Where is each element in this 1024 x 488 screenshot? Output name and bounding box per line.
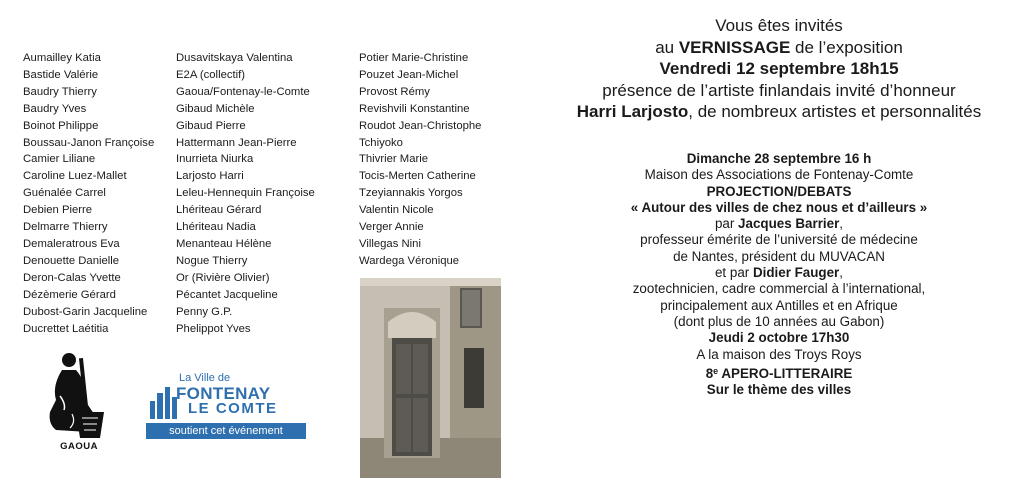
event2-place: A la maison des Troys Roys — [696, 346, 862, 362]
artist-name: Gaoua/Fontenay-le-Comte — [176, 85, 310, 98]
invitation-line2-pre: au — [655, 37, 679, 57]
event2-type — [548, 363, 1010, 382]
artist-name: Dusavitskaya Valentina — [176, 52, 293, 64]
invitation-block — [548, 15, 1010, 123]
artist-name: Villegas Nini — [359, 237, 421, 250]
apero-number: 8 — [705, 365, 714, 381]
artist-name: Phelippot Yves — [176, 322, 251, 335]
fontenay-logo-small: La Ville de — [179, 372, 231, 384]
city-buildings-icon — [148, 385, 178, 421]
artist-name: Aumailley Katia — [23, 52, 101, 64]
artist-name: Boussau-Janon Françoise — [23, 136, 155, 149]
artist-name: Gibaud Pierre — [176, 119, 246, 132]
artist-name: Baudry Thierry — [23, 85, 97, 98]
invitation-line2-post: de l’exposition — [790, 37, 903, 57]
event1-title: « Autour des villes de chez nous et d’ailleurs » — [630, 199, 928, 215]
artist-name: Hattermann Jean-Pierre — [176, 136, 297, 149]
speaker2-bio-a: zootechnicien, cadre commercial à l’international, — [632, 281, 926, 297]
event1-type: PROJECTION/DEBATS — [706, 183, 852, 199]
program-block — [548, 151, 1010, 398]
speaker1-name: Jacques Barrier — [738, 216, 840, 232]
artist-name: Boinot Philippe — [23, 119, 99, 132]
artist-name: Dézèmerie Gérard — [23, 288, 116, 301]
speaker2-post: , — [839, 265, 844, 281]
artist-name: Gibaud Michèle — [176, 102, 255, 115]
guest-artist-name: Harri Larjosto — [576, 102, 689, 121]
speaker2-bio-c: (dont plus de 10 années au Gabon) — [673, 313, 885, 329]
speaker2-name: Didier Fauger — [752, 265, 840, 281]
artist-name: Pouzet Jean-Michel — [359, 68, 459, 81]
speaker1-bio-a: professeur émérite de l’université de médecine — [640, 232, 918, 248]
artist-name: Deron-Calas Yvette — [23, 271, 121, 284]
vernissage-label: VERNISSAGE — [678, 37, 791, 57]
artist-name: Pécantet Jacqueline — [176, 288, 278, 301]
artist-name: Demaleratrous Eva — [23, 237, 120, 250]
artist-name: Tchiyoko — [359, 136, 403, 149]
artist-name: Revishvili Konstantine — [359, 102, 470, 115]
artist-name: Larjosto Harri — [176, 170, 244, 183]
apero-label: APERO-LITTERAIRE — [718, 365, 853, 381]
artist-name: E2A (collectif) — [176, 68, 246, 81]
artist-list-col3 — [359, 50, 481, 270]
artist-name: Debien Pierre — [23, 204, 93, 217]
artist-name: Tocis-Merten Catherine — [359, 170, 476, 183]
artist-name: Provost Rémy — [359, 85, 430, 98]
artist-name: Guénalée Carrel — [23, 187, 106, 200]
event2-date: Jeudi 2 octobre 17h30 — [708, 330, 850, 346]
artist-name: Tzeyiannakis Yorgos — [359, 187, 463, 200]
artist-name: Wardega Véronique — [359, 254, 460, 267]
artist-name: Baudry Yves — [23, 102, 87, 115]
fontenay-logo-name2: LE COMTE — [188, 400, 278, 417]
artist-name: Menanteau Hélène — [176, 237, 272, 250]
artist-name: Potier Marie-Christine — [359, 52, 469, 64]
event2-theme: Sur le thème des villes — [706, 382, 852, 398]
artist-name: Denouette Danielle — [23, 254, 120, 267]
artist-name: Penny G.P. — [176, 305, 233, 318]
artist-name: Dubost-Garin Jacqueline — [23, 305, 148, 318]
gaoua-logo-text: GAOUA — [60, 441, 98, 452]
artist-name: Leleu-Hennequin Françoise — [176, 187, 315, 200]
fontenay-logo-tagline: soutient cet événement — [146, 423, 306, 439]
artist-name: Camier Liliane — [23, 153, 96, 166]
fontenay-logo — [143, 372, 308, 442]
invitation-line1: Vous êtes invités — [715, 16, 843, 35]
speaker2 — [548, 265, 1010, 281]
vernissage-date: Vendredi 12 septembre 18h15 — [659, 59, 899, 78]
artist-name: Caroline Luez-Mallet — [23, 170, 127, 183]
artist-name: Lhériteau Gérard — [176, 204, 262, 217]
artist-name: Lhériteau Nadia — [176, 221, 256, 234]
speaker1 — [548, 216, 1010, 232]
artist-name: Thivrier Marie — [359, 153, 429, 166]
speaker2-pre: et par — [714, 265, 753, 281]
invitation-line5-post: , de nombreux artistes et personnalités — [688, 102, 982, 121]
event1-date: Dimanche 28 septembre 16 h — [686, 151, 872, 166]
artist-name: Or (Rivière Olivier) — [176, 271, 270, 284]
event1-place: Maison des Associations de Fontenay-Comte — [644, 167, 914, 183]
artist-name: Roudot Jean-Christophe — [359, 119, 482, 132]
apero-superscript: e — [713, 365, 719, 376]
speaker1-pre: par — [714, 216, 739, 232]
artist-name: Inurrieta Niurka — [176, 153, 254, 166]
speaker1-post: , — [839, 216, 844, 232]
invitation-line2 — [548, 37, 1010, 59]
artist-name: Nogue Thierry — [176, 254, 248, 267]
artist-list-col1 — [23, 50, 154, 337]
artist-name: Delmarre Thierry — [23, 221, 108, 234]
speaker1-bio-b: de Nantes, président du MUVACAN — [673, 248, 885, 264]
artist-name: Bastide Valérie — [23, 68, 99, 81]
building-door-photo — [360, 278, 501, 478]
artist-name: Valentin Nicole — [359, 204, 434, 217]
artist-list-col2 — [176, 50, 315, 337]
invitation-line5 — [548, 101, 1010, 123]
speaker2-bio-b: principalement aux Antilles et en Afrique — [660, 297, 898, 313]
artist-name: Ducrettet Laétitia — [23, 322, 109, 335]
fontenay-logo-name: FONTENAY — [176, 384, 271, 403]
artist-name: Verger Annie — [359, 221, 424, 234]
invitation-line4: présence de l’artiste finlandais invité d’honneur — [602, 80, 956, 100]
